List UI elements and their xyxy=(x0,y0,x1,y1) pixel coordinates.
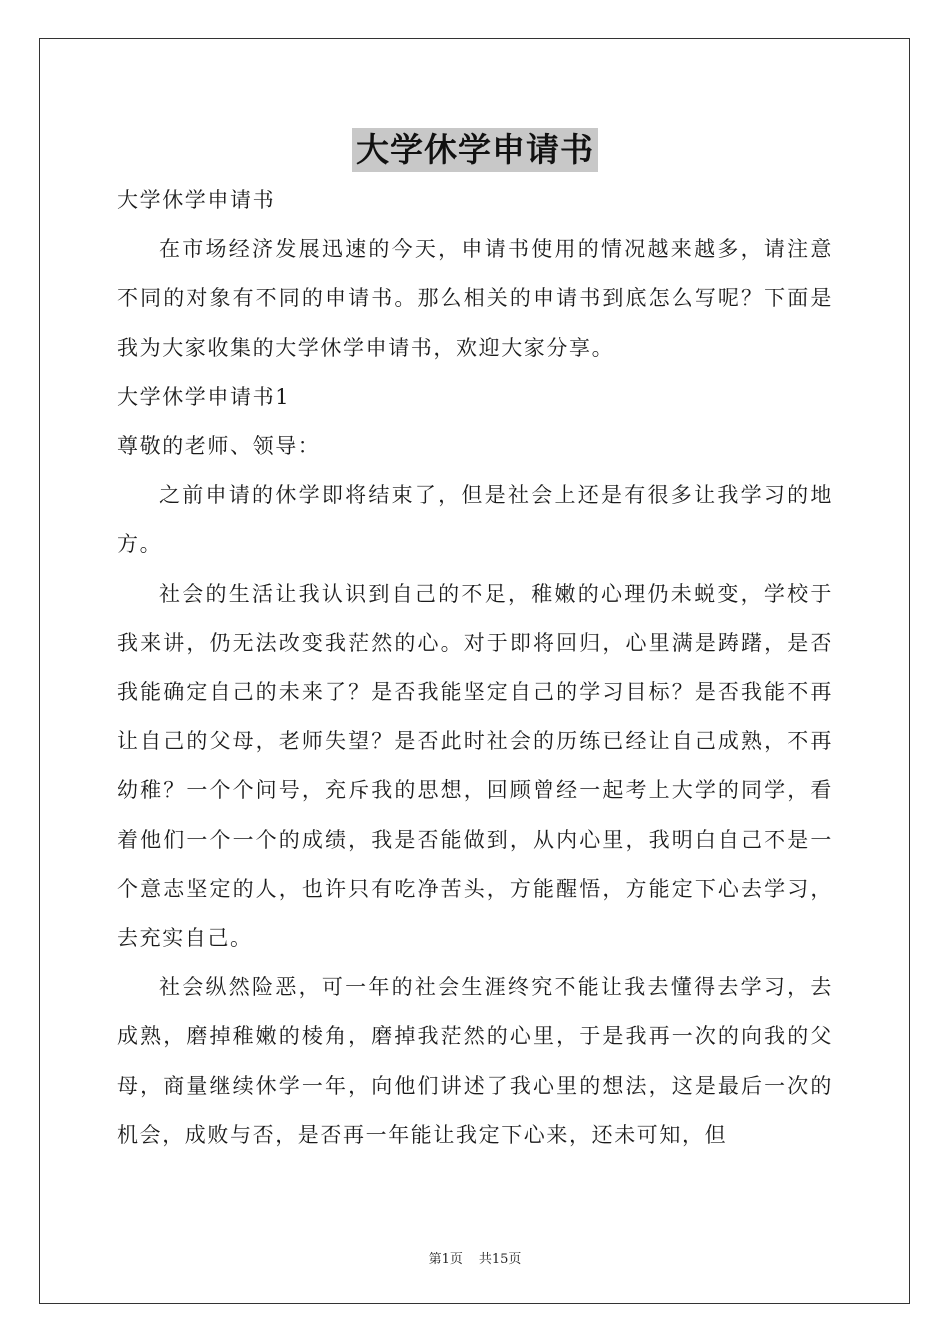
page-number: 第1页 xyxy=(428,1252,463,1267)
paragraph-body-2: 社会的生活让我认识到自己的不足，稚嫩的心理仍未蜕变，学校于我来讲，仍无法改变我茫然的心。对于即将回归，心里满是踌躇，是否我能确定自己的未来了？是否我能坚定自己的学习目标？是否我能不再让自己的父母，老师失望？是否此时社会的历练已经让自己成熟，不再幼稚？一个个问号，充斥我的思想，回顾曾经一起考上大学的同学，看着他们一个一个的成绩，我是否能做到，从内心里，我明白自己不是一个意志坚定的人，也许只有吃净苦头，方能醒悟，方能定下心去学习，去充实自己。 xyxy=(117,581,833,951)
page-footer xyxy=(0,1248,950,1267)
document-title: 大学休学申请书 xyxy=(352,128,598,172)
document-body xyxy=(117,176,833,1160)
paragraph-salutation: 尊敬的老师、领导： xyxy=(117,434,321,459)
paragraph-heading: 大学休学申请书 xyxy=(117,188,276,212)
page-total: 共15页 xyxy=(478,1252,522,1267)
paragraph-body-1: 之前申请的休学即将结束了，但是社会上还是有很多让我学习的地方。 xyxy=(117,483,833,557)
paragraph-body-3: 社会纵然险恶，可一年的社会生涯终究不能让我去懂得去学习，去成熟，磨掉稚嫩的棱角，磨掉我茫然的心里，于是我再一次的向我的父母，商量继续休学一年，向他们讲述了我心里的想法，这是最后一次的机会，成败与否，是否再一年能让我定下心来，还未可知，但 xyxy=(117,975,833,1147)
paragraph-section-heading: 大学休学申请书1 xyxy=(117,384,291,409)
paragraph-intro: 在市场经济发展迅速的今天，申请书使用的情况越来越多，请注意不同的对象有不同的申请书。那么相关的申请书到底怎么写呢？下面是我为大家收集的大学休学申请书，欢迎大家分享。 xyxy=(117,237,833,360)
document-title-wrapper xyxy=(0,128,950,172)
